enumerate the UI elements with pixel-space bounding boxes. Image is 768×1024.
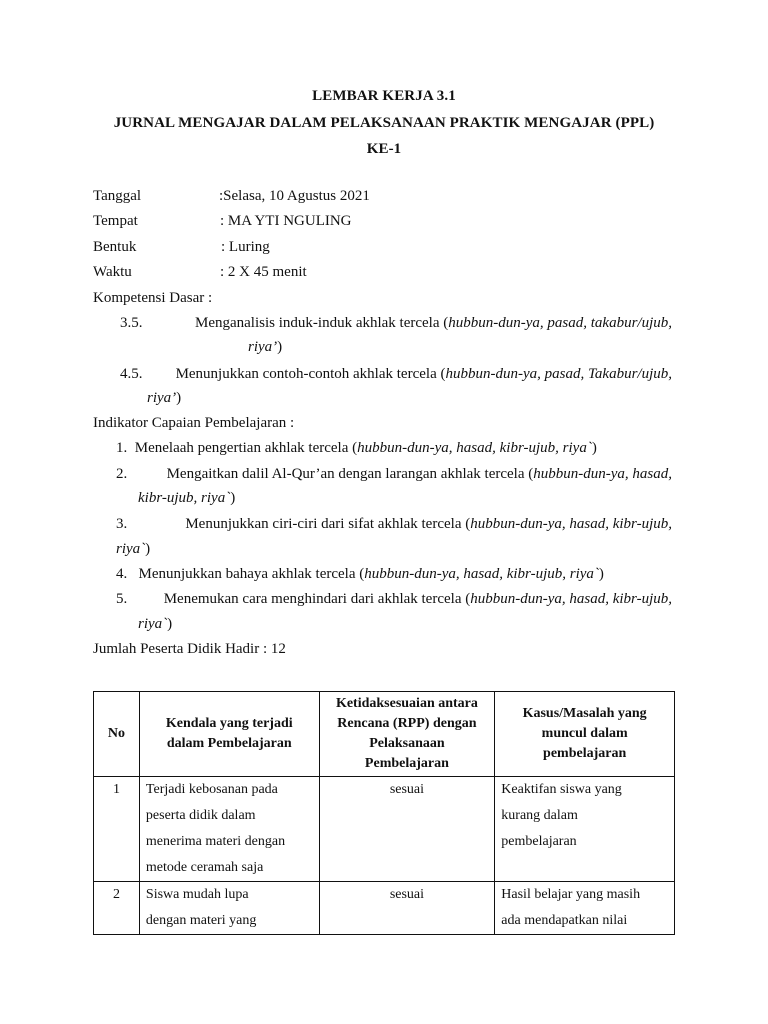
attendance-count: Jumlah Peserta Didik Hadir : 12 [93, 641, 286, 657]
worksheet-title: LEMBAR KERJA 3.1 [312, 88, 456, 104]
indikator-item: 1. Menelaah pengertian akhlak tercela (hubbun-dun-ya, hasad, kibr-ujub, riya`) [116, 440, 597, 456]
row-kasus: Keaktifan siswa yang kurang dalam pembelajaran [495, 777, 675, 882]
table-header-row [94, 692, 675, 777]
indikator-label: Indikator Capaian Pembelajaran : [93, 415, 295, 431]
kompetensi-text: Menganalisis induk-induk akhlak tercela (hubbun-dun-ya, pasad, takabur/ujub, [195, 315, 672, 331]
header-no: No [94, 692, 140, 777]
waktu-value: : 2 X 45 menit [220, 264, 307, 280]
row-no: 1 [94, 777, 140, 882]
kompetensi-text: Menunjukkan contoh-contoh akhlak tercela (hubbun-dun-ya, pasad, Takabur/ujub, [175, 366, 672, 382]
indikator-cont: riya`) [138, 616, 173, 632]
kompetensi-cont: riya’) [248, 339, 283, 355]
waktu-label: Waktu [93, 264, 132, 280]
row-kendala: Terjadi kebosanan pada peserta didik dalam menerima materi dengan metode ceramah saja [139, 777, 319, 882]
kompetensi-label: Kompetensi Dasar : [93, 290, 213, 306]
indikator-item: 5. Menemukan cara menghindari dari akhlak tercela (hubbun-dun-ya, hasad, kibr-ujub, [116, 591, 672, 607]
indikator-item: 2. Mengaitkan dalil Al-Qur’an dengan larangan akhlak tercela (hubbun-dun-ya, hasad, [116, 466, 672, 482]
header-kendala: Kendala yang terjadi dalam Pembelajaran [139, 692, 319, 777]
row-kendala: Siswa mudah lupa dengan materi yang [139, 882, 319, 935]
indikator-item: 4. Menunjukkan bahaya akhlak tercela (hubbun-dun-ya, hasad, kibr-ujub, riya`) [116, 566, 604, 582]
kompetensi-cont: riya’) [147, 390, 182, 406]
tanggal-value: :Selasa, 10 Agustus 2021 [219, 188, 370, 204]
header-ketidaksesuaian: Ketidaksesuaian antara Rencana (RPP) dengan Pelaksanaan Pembelajaran [319, 692, 495, 777]
journal-table [93, 691, 675, 935]
tanggal-label: Tanggal [93, 188, 142, 204]
indikator-cont: riya`) [116, 541, 151, 557]
table-row [94, 777, 675, 882]
row-no: 2 [94, 882, 140, 935]
kompetensi-item [120, 315, 672, 332]
indikator-item: 3. Menunjukkan ciri-ciri dari sifat akhlak tercela (hubbun-dun-ya, hasad, kibr-ujub, [116, 516, 672, 532]
row-kasus: Hasil belajar yang masih ada mendapatkan nilai [495, 882, 675, 935]
bentuk-value: : Luring [221, 239, 270, 255]
row-ketidaksesuaian: sesuai [319, 882, 495, 935]
journal-title: JURNAL MENGAJAR DALAM PELAKSANAAN PRAKTIK MENGAJAR (PPL) [113, 115, 655, 131]
table-row [94, 882, 675, 935]
kompetensi-item [120, 366, 672, 383]
session-number: KE-1 [366, 141, 402, 157]
kompetensi-num: 4.5. [120, 366, 143, 382]
indikator-cont: kibr-ujub, riya`) [138, 490, 236, 506]
kompetensi-num: 3.5. [120, 315, 143, 331]
row-ketidaksesuaian: sesuai [319, 777, 495, 882]
tempat-value: : MA YTI NGULING [220, 213, 352, 229]
header-kasus: Kasus/Masalah yang muncul dalam pembelajaran [495, 692, 675, 777]
bentuk-label: Bentuk [93, 239, 137, 255]
tempat-label: Tempat [93, 213, 138, 229]
